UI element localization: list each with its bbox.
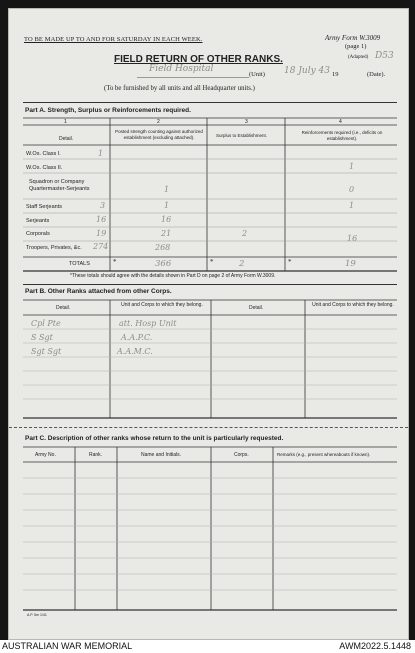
part-b-col-detail-2: Detail. bbox=[249, 305, 264, 311]
part-b-col-unit-2: Unit and Corps to which they belong. bbox=[312, 302, 394, 308]
row-hw-sgt: 16 bbox=[96, 215, 107, 224]
part-b-entry-unit: A.A.M.C. bbox=[117, 347, 153, 356]
total-surplus: 2 bbox=[239, 259, 245, 269]
part-a-footnote: *These totals should agree with the details shown in Part D on page 2 of Army Form W.3009. bbox=[70, 273, 276, 279]
part-b-col-detail-1: Detail. bbox=[56, 305, 71, 311]
row-hw-ssgt: 3 bbox=[100, 201, 106, 210]
col-header-surplus: Surplus to Establishment. bbox=[216, 133, 268, 138]
row-reinf-ptes: 16 bbox=[347, 234, 358, 243]
part-c-col-corps: Corps. bbox=[234, 452, 249, 458]
handwritten-ref: D53 bbox=[375, 51, 394, 61]
row-reinf-cqms: 0 bbox=[349, 185, 355, 194]
row-hw-wo1: 1 bbox=[98, 149, 104, 158]
col-number-2: 2 bbox=[157, 119, 160, 125]
footer-institution: AUSTRALIAN WAR MEMORIAL bbox=[2, 641, 133, 651]
part-b-heading: Part B. Other Ranks attached from other Corps. bbox=[25, 288, 172, 295]
date-label: (Date). bbox=[367, 71, 386, 78]
row-posted-cpl: 21 bbox=[161, 229, 172, 238]
col-number-3: 3 bbox=[245, 119, 248, 125]
row-hw-ptes: 274 bbox=[93, 242, 109, 251]
form-page: (page 1) bbox=[345, 43, 367, 50]
form-adapted: (Adapted) bbox=[348, 55, 369, 60]
row-label-wo1: W.Os. Class I. bbox=[26, 151, 61, 157]
part-c-heading: Part C. Description of other ranks whose return to the unit is particularly requested. bbox=[25, 435, 284, 442]
footer-accession: AWM2022.5.1448 bbox=[339, 641, 411, 651]
part-c-col-name: Name and Initials. bbox=[141, 452, 182, 458]
row-label-sgt: Serjeants bbox=[26, 218, 50, 224]
col-number-1: 1 bbox=[64, 119, 67, 125]
handwritten-date: 18 July 43 bbox=[284, 66, 330, 76]
form-sheet bbox=[8, 8, 409, 640]
row-reinf-ssgt: 1 bbox=[349, 201, 355, 210]
row-surplus-cpl: 2 bbox=[242, 229, 248, 238]
print-code: A.P. 5m 1/41 bbox=[27, 613, 47, 617]
row-label-ssgt: Staff Serjeants bbox=[26, 204, 62, 210]
year-label: 19 bbox=[332, 71, 339, 78]
col-header-detail: Detail. bbox=[59, 136, 74, 142]
total-reinf: 19 bbox=[345, 259, 356, 269]
archive-footer bbox=[0, 640, 415, 653]
part-c-col-rank: Rank. bbox=[89, 452, 103, 458]
part-a-heading: Part A. Strength, Surplus or Reinforcements required. bbox=[25, 107, 191, 114]
form-number: Army Form W.3009 bbox=[325, 34, 381, 42]
total-posted: 366 bbox=[155, 259, 172, 269]
row-label-cpl: Corporals bbox=[26, 231, 50, 237]
row-label-cqms: Squadron or Company Quartermaster-Serjeants bbox=[29, 179, 90, 192]
top-note: TO BE MADE UP TO AND FOR SATURDAY IN EACH WEEK. bbox=[24, 36, 203, 43]
col-number-4: 4 bbox=[339, 119, 342, 125]
handwritten-unit: Field Hospital bbox=[149, 64, 214, 74]
part-b-entry-detail: Cpl Pte bbox=[31, 319, 61, 328]
totals-marker-surplus: * bbox=[210, 258, 214, 266]
furnish-note: (To be furnished by all units and all Headquarter units.) bbox=[104, 85, 255, 92]
unit-label: (Unit) bbox=[249, 71, 265, 78]
part-b-entry-detail: Sgt Sgt bbox=[31, 347, 62, 356]
totals-label: TOTALS bbox=[69, 261, 90, 267]
totals-marker-posted: * bbox=[113, 258, 117, 266]
part-b-entry-unit: A.A.P.C. bbox=[121, 333, 153, 342]
totals-marker-reinf: * bbox=[288, 258, 292, 266]
row-hw-cpl: 19 bbox=[96, 229, 107, 238]
row-posted-sgt: 16 bbox=[161, 215, 172, 224]
part-b-col-unit-1: Unit and Corps to which they belong. bbox=[121, 302, 203, 308]
col-header-reinf: Reinforcements required (i.e., deficits on establishment). bbox=[301, 130, 383, 141]
part-c-col-army-no: Army No. bbox=[35, 452, 56, 458]
row-posted-ssgt: 1 bbox=[164, 201, 170, 210]
part-b-entry-detail: S Sgt bbox=[31, 333, 53, 342]
row-label-wo2: W.Os. Class II. bbox=[26, 165, 63, 171]
form-title: FIELD RETURN OF OTHER RANKS. bbox=[114, 54, 283, 65]
row-reinf-wo2: 1 bbox=[349, 162, 355, 171]
col-header-posted: Posted strength counting against authorized establishment (excluding attached). bbox=[115, 129, 203, 140]
part-c-col-remarks: Remarks (e.g., present whereabouts if known). bbox=[277, 452, 371, 457]
row-posted-ptes: 268 bbox=[155, 243, 171, 252]
part-c-table bbox=[9, 9, 408, 619]
row-label-ptes: Troopers, Privates, &c. bbox=[26, 245, 82, 251]
row-posted-cqms: 1 bbox=[164, 185, 170, 194]
part-b-entry-unit: att. Hosp Unit bbox=[119, 319, 177, 328]
